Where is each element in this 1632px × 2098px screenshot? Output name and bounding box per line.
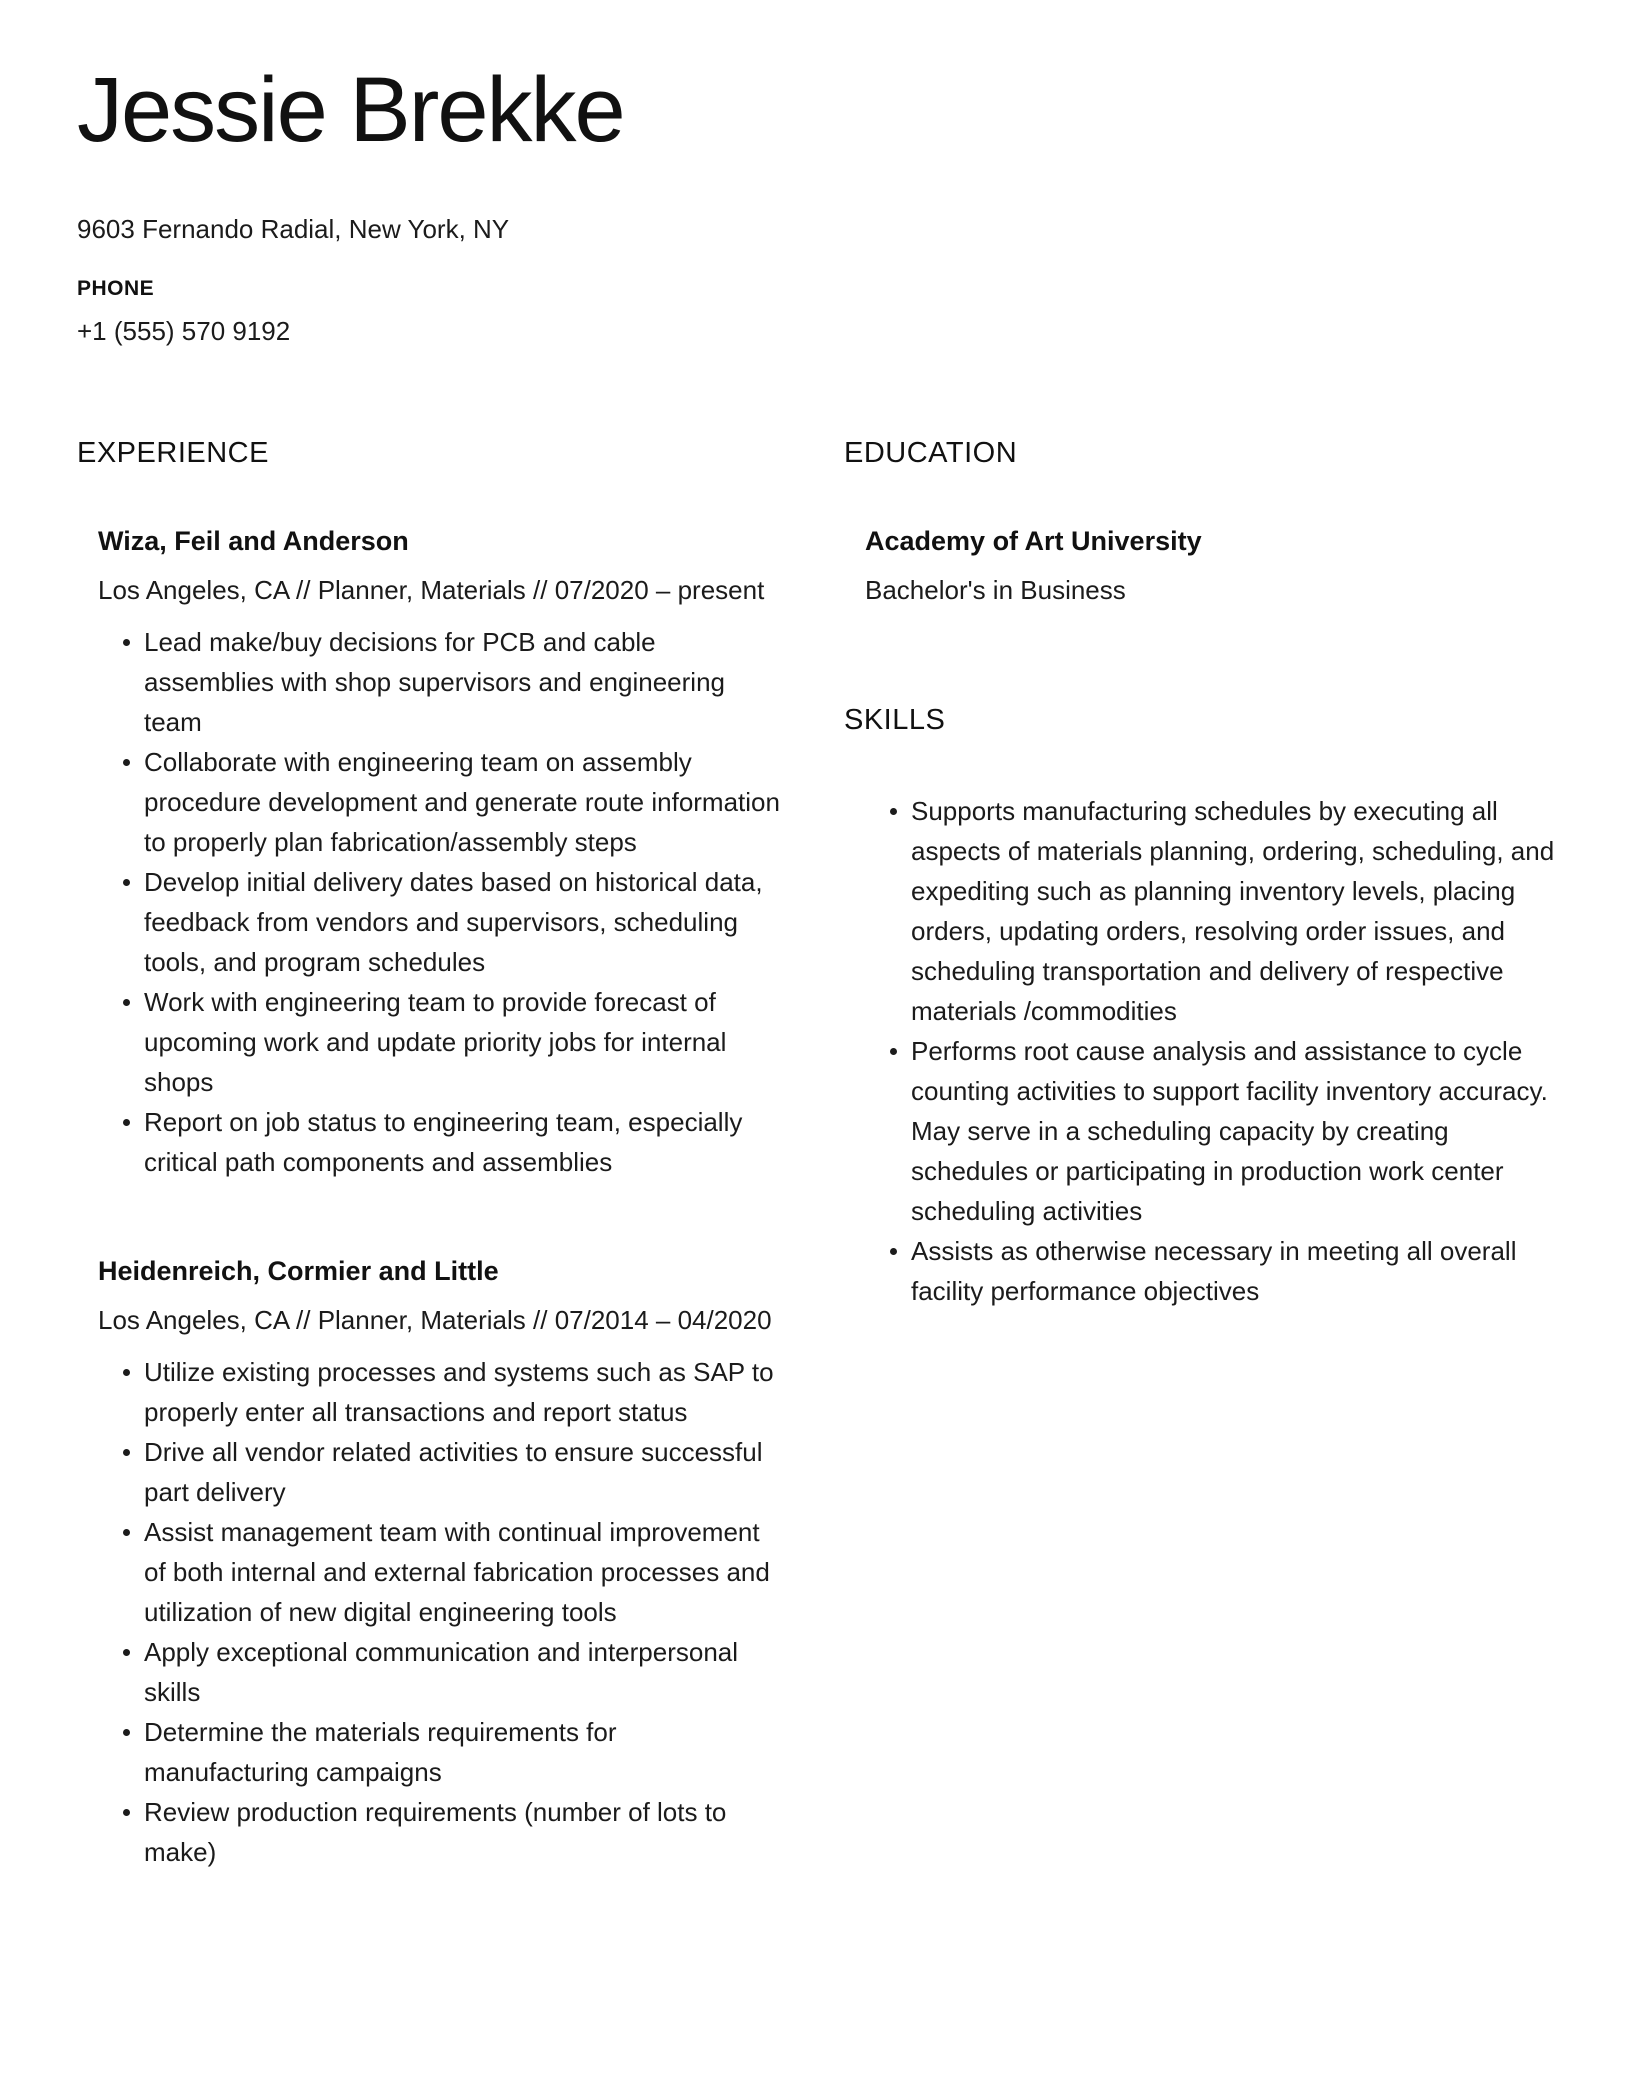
right-column bbox=[844, 437, 1555, 1311]
job-entry bbox=[77, 1254, 788, 1872]
job-bullet-list bbox=[98, 622, 788, 1182]
job-entry bbox=[77, 524, 788, 1182]
skills-heading: SKILLS bbox=[844, 703, 946, 736]
bullet-item: Review production requirements (number of lots to make) bbox=[144, 1792, 788, 1872]
bullet-item: Report on job status to engineering team, especially critical path components and assemblies bbox=[144, 1102, 788, 1182]
education-entry bbox=[844, 524, 1555, 608]
bullet-item: Assists as otherwise necessary in meeting all overall facility performance objectives bbox=[911, 1231, 1555, 1311]
bullet-item: Work with engineering team to provide forecast of upcoming work and update priority jobs for internal shops bbox=[144, 982, 788, 1102]
experience-heading: EXPERIENCE bbox=[77, 436, 269, 469]
education-heading: EDUCATION bbox=[844, 436, 1018, 469]
address: 9603 Fernando Radial, New York, NY bbox=[77, 213, 510, 244]
bullet-item: Drive all vendor related activities to ensure successful part delivery bbox=[144, 1432, 788, 1512]
company-name: Wiza, Feil and Anderson bbox=[98, 525, 409, 556]
job-meta: Los Angeles, CA // Planner, Materials // 07/2014 – 04/2020 bbox=[98, 1304, 772, 1335]
company-name: Heidenreich, Cormier and Little bbox=[98, 1255, 499, 1286]
bullet-item: Supports manufacturing schedules by executing all aspects of materials planning, ordering, scheduling, and expediting such as planning inventory levels, placing orders, updating orders, resolving order issues, and scheduling transportation and delivery of respective materials /commodities bbox=[911, 791, 1555, 1031]
job-bullet-list bbox=[98, 1352, 788, 1872]
person-name: Jessie Brekke bbox=[77, 59, 624, 161]
bullet-item: Assist management team with continual improvement of both internal and external fabrication processes and utilization of new digital engineering tools bbox=[144, 1512, 788, 1632]
two-column-layout bbox=[77, 437, 1555, 1872]
job-meta: Los Angeles, CA // Planner, Materials // 07/2020 – present bbox=[98, 574, 765, 605]
skills-list bbox=[844, 791, 1555, 1311]
bullet-item: Collaborate with engineering team on assembly procedure development and generate route information to properly plan fabrication/assembly steps bbox=[144, 742, 788, 862]
phone-number: +1 (555) 570 9192 bbox=[77, 315, 291, 346]
bullet-item: Lead make/buy decisions for PCB and cable assemblies with shop supervisors and engineering team bbox=[144, 622, 788, 742]
resume-header bbox=[77, 59, 1555, 349]
phone-label: PHONE bbox=[77, 276, 155, 300]
education-section bbox=[844, 437, 1555, 608]
bullet-item: Apply exceptional communication and interpersonal skills bbox=[144, 1632, 788, 1712]
bullet-item: Performs root cause analysis and assistance to cycle counting activities to support facility inventory accuracy. May serve in a scheduling capacity by creating schedules or participating in production work center scheduling activities bbox=[911, 1031, 1555, 1231]
experience-section bbox=[77, 437, 788, 1872]
skills-section bbox=[844, 704, 1555, 1311]
bullet-item: Develop initial delivery dates based on historical data, feedback from vendors and supervisors, scheduling tools, and program schedules bbox=[144, 862, 788, 982]
degree: Bachelor's in Business bbox=[865, 574, 1126, 605]
school-name: Academy of Art University bbox=[865, 525, 1202, 556]
bullet-item: Utilize existing processes and systems such as SAP to properly enter all transactions and report status bbox=[144, 1352, 788, 1432]
bullet-item: Determine the materials requirements for manufacturing campaigns bbox=[144, 1712, 788, 1792]
